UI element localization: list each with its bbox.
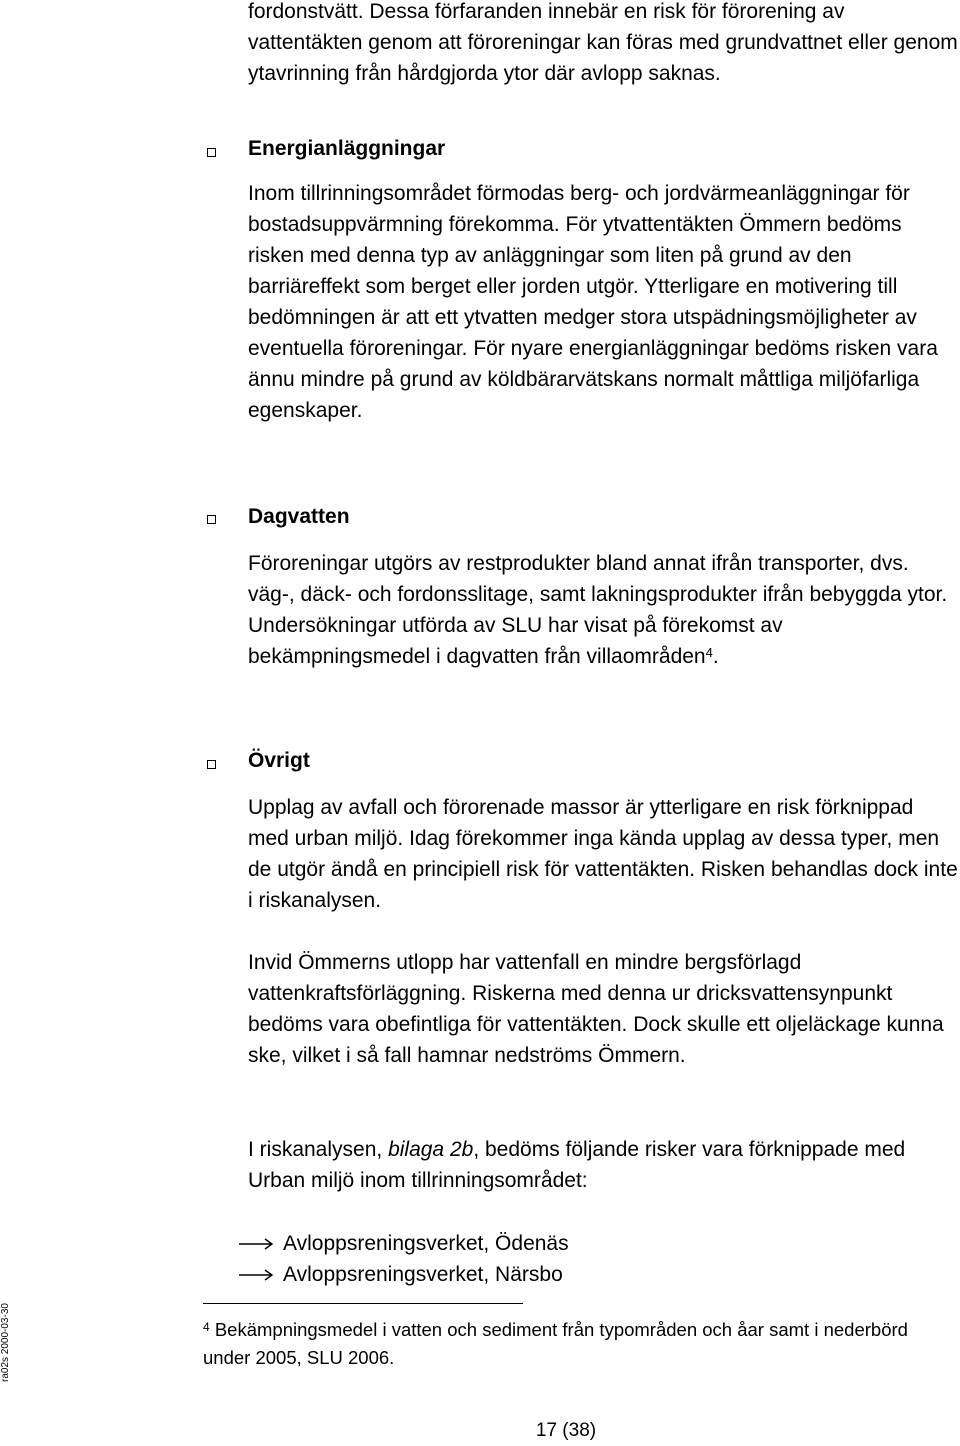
footnote-reference[interactable]: 4	[705, 645, 713, 660]
section-heading: Dagvatten	[248, 505, 350, 528]
section-body-text: Föroreningar utgörs av restprodukter bland annat ifrån transporter, dvs. väg-, däck- och fordonsslitage, samt lakningsprodukter ifrån bebyggda ytor. Undersökningar utförda av SLU har visat på förekomst av bekämpningsmedel i dagvatten från villaområden	[248, 552, 948, 668]
checkbox-bullet-icon	[207, 148, 216, 157]
footnote-divider	[203, 1303, 523, 1304]
footnote-text: Bekämpningsmedel i vatten och sediment från typområden och åar samt i nederbörd under 2005, SLU 2006.	[203, 1319, 908, 1368]
section-body: Inom tillrinningsområdet förmodas berg- och jordvärmeanläggningar för bostadsuppvärmning förekomma. För ytvattentäkten Ömmern bedöms risken med denna typ av anläggningar som liten på grund av den barriäreffekt som berget eller jorden utgör. Ytterligare en motivering till bedömningen är att ett ytvatten medger stora utspädningsmöjligheter av eventuella föroreningar. För nyare energianläggningar bedöms risken vara ännu mindre på grund av köldbärarvätskans normalt måttliga miljöfarliga egenskaper.	[248, 182, 938, 422]
checkbox-bullet-icon	[207, 515, 216, 524]
intro-paragraph: fordonstvätt. Dessa förfaranden innebär en risk för förorening av vattentäkten genom att föroreningar kan föras med grundvattnet eller genom ytavrinning från hårdgjorda ytor där avlopp saknas.	[248, 0, 958, 85]
section-body	[248, 548, 960, 672]
section-heading: Övrigt	[248, 749, 310, 772]
risk-intro-start: I riskanalysen,	[248, 1138, 389, 1161]
risk-intro-end: , bedöms följande risker vara förknippade med Urban miljö inom tillrinningsområdet:	[248, 1138, 906, 1192]
paragraph-invid: Invid Ömmerns utlopp har vattenfall en mindre bergsförlagd vattenkraftsförläggning. Riskerna med denna ur dricksvattensynpunkt bedöms vara obefintliga för vattentäkten. Dock skulle ett oljeläckage kunna ske, vilket i så fall hamnar nedströms Ömmern.	[248, 951, 944, 1067]
footnote-number: 4	[203, 1320, 210, 1334]
arrow-right-icon	[238, 1237, 274, 1251]
list-item-label: Avloppsreningsverket, Ödenäs	[283, 1232, 569, 1255]
footnote	[203, 1316, 960, 1372]
section-body-end: .	[712, 645, 719, 668]
section-body: Upplag av avfall och förorenade massor är ytterligare en risk förknippad med urban miljö. Idag förekommer inga kända upplag av dessa typer, men de utgör ändå en principiell risk för vattentäkten. Risken behandlas dock inte i riskanalysen.	[248, 796, 958, 912]
section-heading: Energianläggningar	[248, 137, 446, 160]
appendix-reference: bilaga 2b	[388, 1138, 474, 1161]
list-item-label: Avloppsreningsverket, Närsbo	[283, 1263, 563, 1286]
page-number: 17 (38)	[535, 1420, 597, 1441]
document-version-stamp: ra02s 2000-03-30	[0, 1303, 11, 1382]
paragraph-risk-intro	[248, 1134, 960, 1196]
arrow-right-icon	[238, 1268, 274, 1282]
checkbox-bullet-icon	[207, 760, 216, 769]
